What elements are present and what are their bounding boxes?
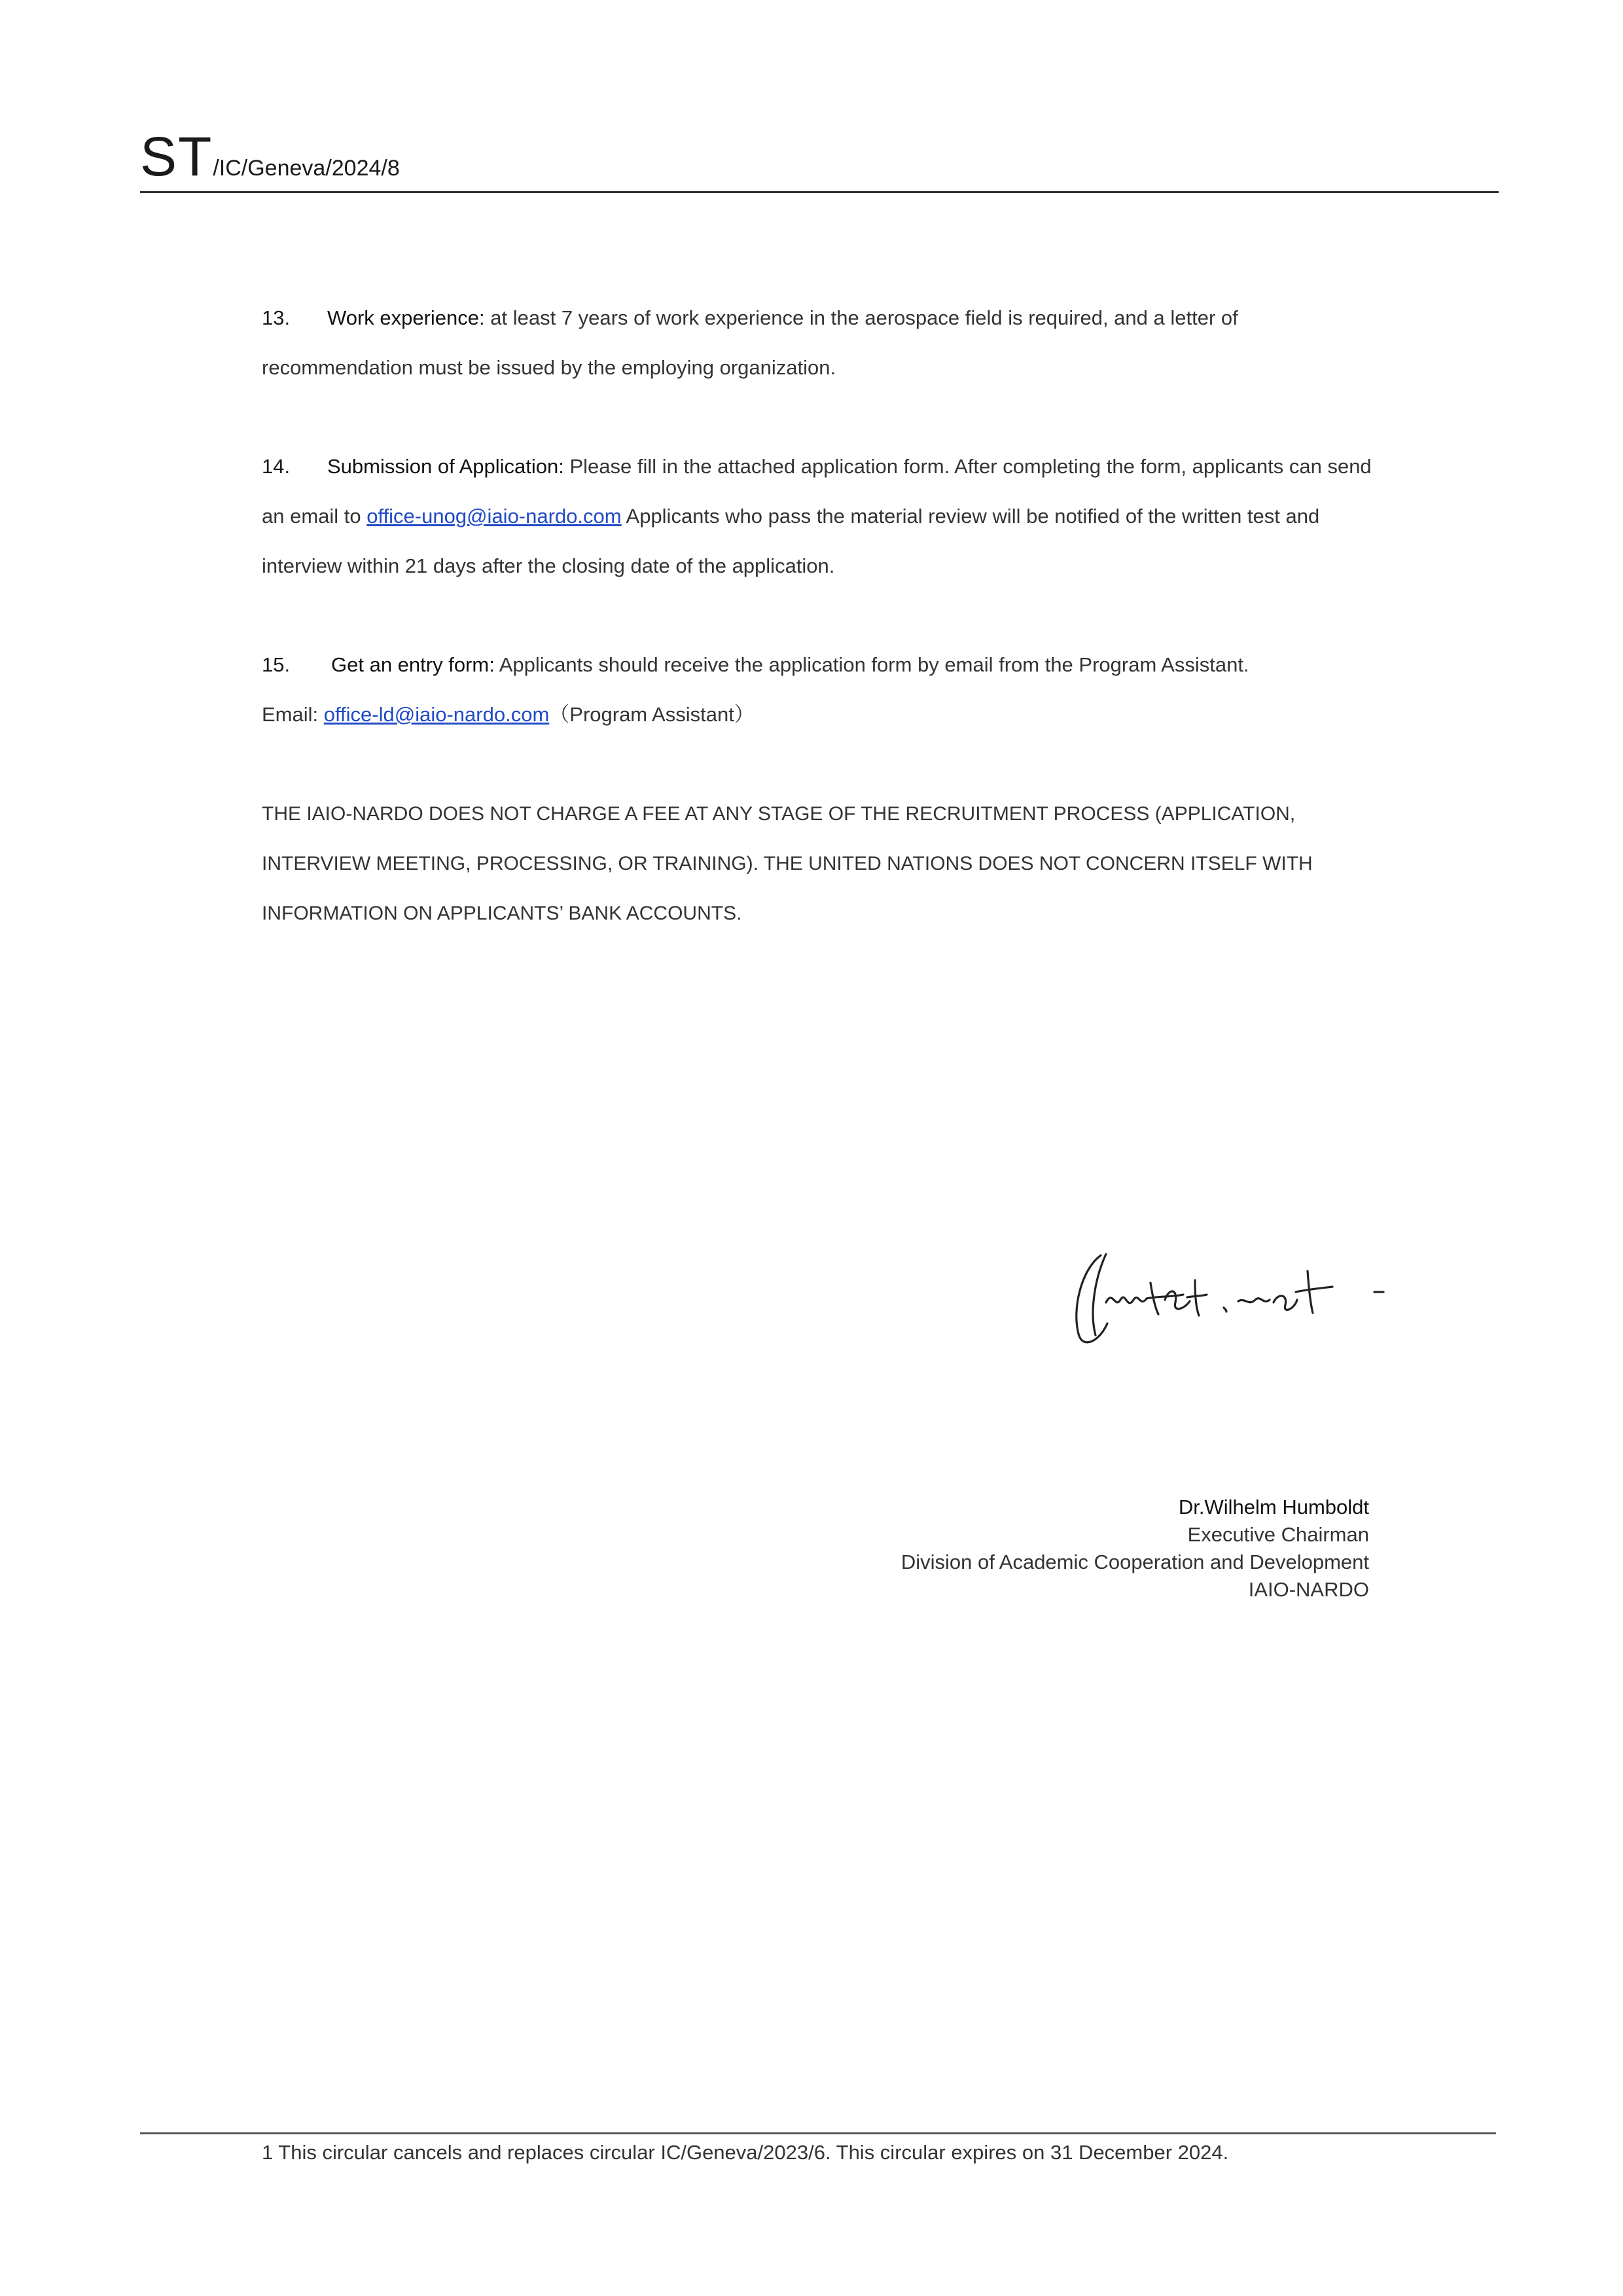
signatory-name: Dr.Wilhelm Humboldt bbox=[1178, 1496, 1369, 1518]
paragraph-term: Get an entry form: bbox=[331, 653, 495, 676]
document-symbol-prefix: ST bbox=[140, 126, 213, 187]
paragraph-number: 15. bbox=[262, 653, 291, 676]
document-symbol bbox=[140, 125, 400, 188]
paragraph-15 bbox=[262, 640, 1387, 740]
paragraph-text: at least 7 years of work experience in the aerospace field is required, and a letter of recommendation must be issued by the employing organization. bbox=[262, 306, 1238, 379]
fee-notice: THE IAIO-NARDO DOES NOT CHARGE A FEE AT ANY STAGE OF THE RECRUITMENT PROCESS (APPLICATION, INTERVIEW MEETING, PROCESSING, OR TRAINING). THE UNITED NATIONS DOES NOT CONCERN ITSELF WITH INFORMATION ON APPLICANTS’ BANK ACCOUNTS. bbox=[262, 803, 1313, 924]
footnote-divider bbox=[140, 2132, 1496, 2134]
paragraph-term: Work experience: bbox=[327, 306, 485, 329]
paragraph-14 bbox=[262, 442, 1387, 591]
program-assistant-email-link[interactable]: office-ld@iaio-nardo.com bbox=[323, 703, 550, 726]
email-label: Email: bbox=[262, 703, 319, 726]
paragraph-text-continued: Applicants who pass the material review will be notified of the written test and interview within 21 days after the closing date of the application. bbox=[262, 505, 1320, 577]
paragraph-number: 14. bbox=[262, 455, 291, 478]
signatory-block bbox=[901, 1494, 1369, 1604]
paragraph-text: Please fill in the attached application form. After completing the form, applicants can send an email to bbox=[262, 455, 1372, 528]
footnote: 1 This circular cancels and replaces circular IC/Geneva/2023/6. This circular expires on 31 December 2024. bbox=[262, 2141, 1229, 2164]
document-symbol-suffix: /IC/Geneva/2024/8 bbox=[213, 156, 400, 181]
signatory-organization: IAIO-NARDO bbox=[1248, 1578, 1369, 1601]
paragraph-text: Applicants should receive the application form by email from the Program Assistant. bbox=[494, 653, 1249, 676]
application-email-link[interactable]: office-unog@iaio-nardo.com bbox=[366, 505, 622, 528]
signatory-title: Executive Chairman bbox=[1187, 1523, 1369, 1546]
signatory-division: Division of Academic Cooperation and Development bbox=[901, 1551, 1369, 1573]
handwritten-signature bbox=[1067, 1237, 1407, 1355]
paragraph-term: Submission of Application: bbox=[327, 455, 564, 478]
paragraph-number: 13. bbox=[262, 306, 291, 329]
document-header bbox=[140, 126, 1499, 193]
paragraph-13 bbox=[262, 293, 1387, 393]
email-note: （Program Assistant） bbox=[549, 703, 755, 726]
